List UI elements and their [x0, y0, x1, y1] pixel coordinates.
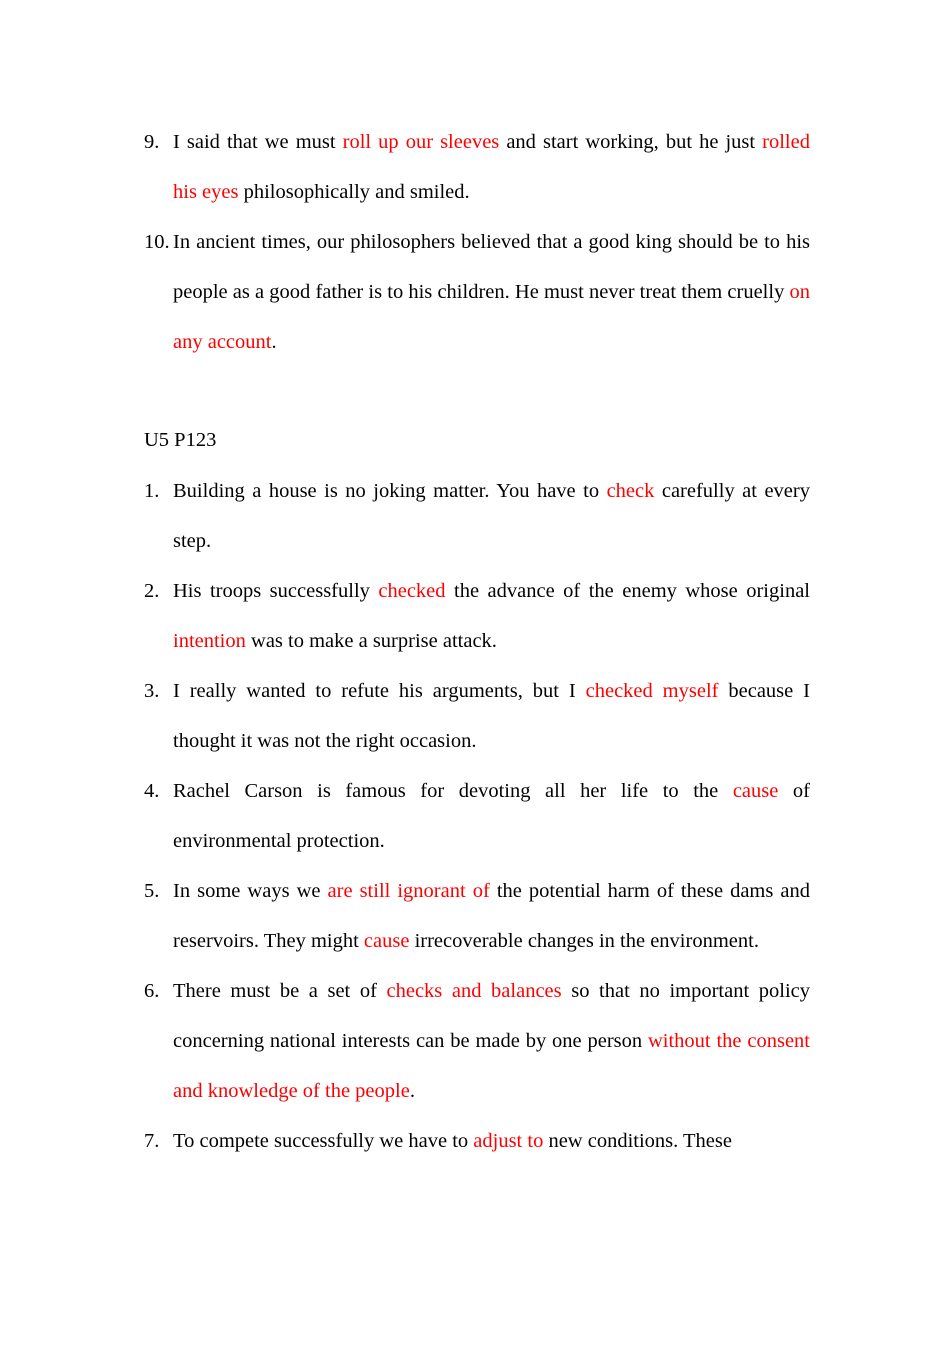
text-segment: .: [409, 1080, 415, 1102]
item-text: [173, 780, 810, 852]
highlighted-phrase: adjust to: [473, 1130, 544, 1152]
text-segment: Rachel Carson is famous for devoting all her life to the: [173, 780, 733, 802]
section-list: [144, 466, 810, 1166]
text-segment: the advance of the enemy whose original: [445, 580, 810, 602]
item-text: [173, 580, 810, 652]
text-segment: To compete successfully we have to: [173, 1130, 474, 1152]
item-text: [173, 480, 810, 552]
item-number: 1.: [144, 480, 160, 502]
highlighted-phrase: rolled his eyes: [173, 131, 810, 203]
text-segment: so that no important policy concerning national interests can be made by one person: [173, 980, 810, 1052]
item-number: 4.: [144, 780, 160, 802]
item-number: 9.: [144, 131, 160, 153]
highlighted-phrase: are still ignorant of: [327, 880, 490, 902]
item-text: [173, 680, 810, 752]
highlighted-phrase: cause: [363, 930, 410, 952]
text-segment: the potential harm of these dams and reservoirs. They might: [173, 880, 810, 952]
text-segment: philosophically and smiled.: [238, 181, 470, 203]
text-segment: Building a house is no joking matter. You have to: [173, 480, 607, 502]
top-list: [144, 117, 810, 367]
item-number: 5.: [144, 880, 160, 902]
text-segment: new conditions. These: [543, 1130, 732, 1152]
highlighted-phrase: roll up our sleeves: [342, 131, 500, 153]
item-text: [173, 1130, 732, 1152]
text-segment: In ancient times, our philosophers believed that a good king should be to his people as a good father is to his children. He must never treat them cruelly: [173, 231, 810, 303]
text-segment: of environmental protection.: [173, 780, 810, 852]
list-item-3: [144, 666, 810, 766]
highlighted-phrase: without the consent and knowledge of the people: [173, 1030, 810, 1102]
list-item-6: [144, 966, 810, 1116]
item-number: 3.: [144, 680, 160, 702]
item-text: [173, 231, 810, 353]
text-segment: and start working, but he just: [499, 131, 763, 153]
text-segment: carefully at every step.: [173, 480, 810, 552]
list-item-1: [144, 466, 810, 566]
text-segment: .: [271, 331, 277, 353]
highlighted-phrase: on any account: [173, 281, 810, 353]
item-text: [173, 880, 810, 952]
text-segment: I really wanted to refute his arguments, but I: [173, 680, 586, 702]
list-item-9: [144, 117, 810, 217]
highlighted-phrase: cause: [732, 780, 779, 802]
list-item-2: [144, 566, 810, 666]
section-heading: U5 P123: [144, 429, 217, 451]
list-item-10: [144, 217, 810, 367]
text-segment: I said that we must: [173, 131, 343, 153]
text-segment: There must be a set of: [173, 980, 387, 1002]
highlighted-phrase: intention: [173, 630, 246, 652]
text-segment: irrecoverable changes in the environment.: [409, 930, 759, 952]
item-text: [173, 980, 810, 1102]
highlighted-phrase: checks and balances: [386, 980, 562, 1002]
highlighted-phrase: checked: [378, 580, 446, 602]
item-number: 10.: [144, 231, 170, 253]
text-segment: In some ways we: [173, 880, 328, 902]
list-item-7: [144, 1116, 810, 1166]
item-text: [173, 131, 810, 203]
item-number: 6.: [144, 980, 160, 1002]
text-segment: His troops successfully: [173, 580, 379, 602]
list-item-5: [144, 866, 810, 966]
item-number: 7.: [144, 1130, 160, 1152]
text-segment: was to make a surprise attack.: [245, 630, 497, 652]
item-number: 2.: [144, 580, 160, 602]
highlighted-phrase: check: [606, 480, 655, 502]
highlighted-phrase: checked myself: [585, 680, 719, 702]
list-item-4: [144, 766, 810, 866]
text-segment: because I thought it was not the right occasion.: [173, 680, 810, 752]
